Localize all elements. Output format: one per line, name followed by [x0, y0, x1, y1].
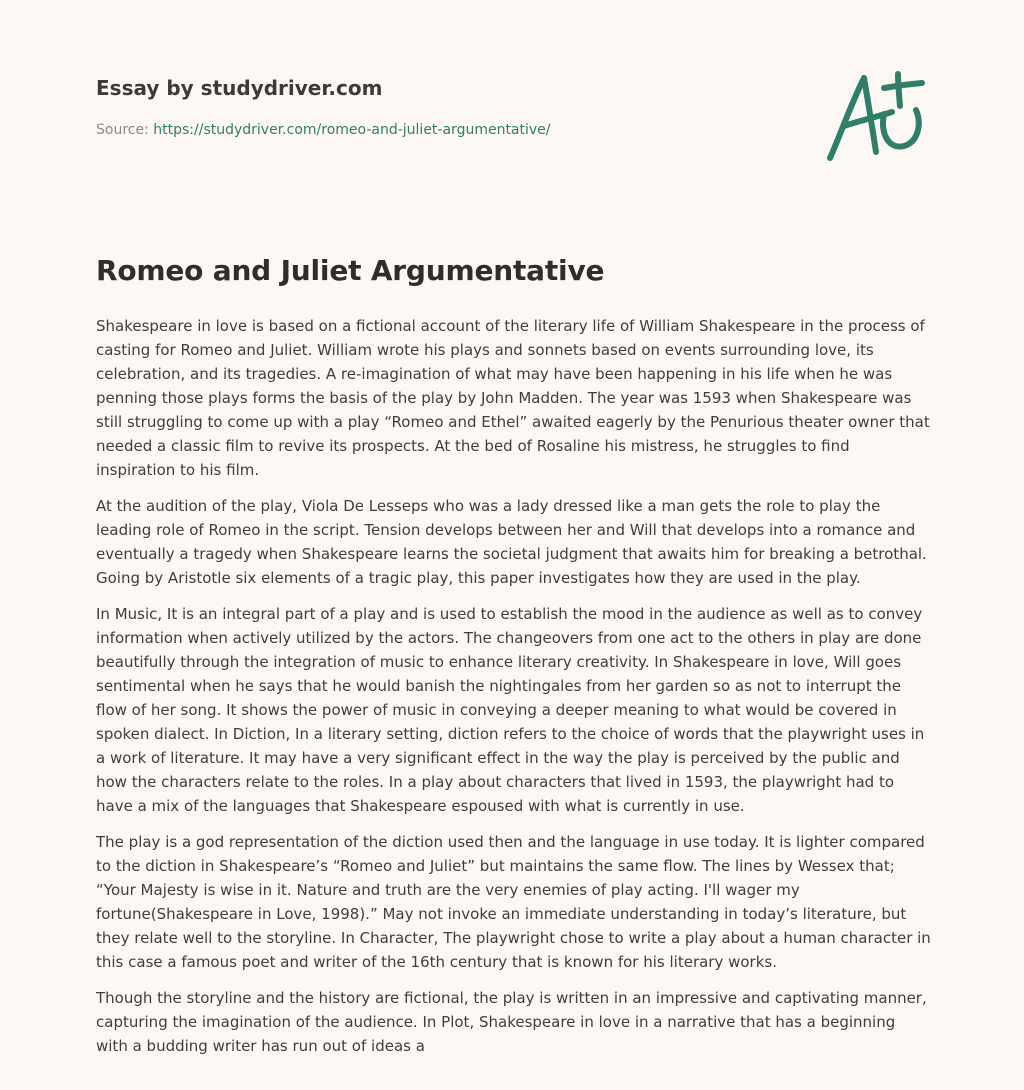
essay-paragraph: Though the storyline and the history are fictional, the play is written in an impressive and captivating manner, capturing the imagination of the audience. In Plot, Shakespeare in love in a narrative that has a beginning with a budding writer has run out of ideas a — [96, 989, 927, 1055]
essay-title: Romeo and Juliet Argumentative — [96, 254, 605, 287]
essay-header — [96, 76, 551, 138]
a-plus-logo-icon — [822, 66, 932, 166]
essay-paragraph: Shakespeare in love is based on a fictional account of the literary life of William Shakespeare in the process of casting for Romeo and Juliet. William wrote his plays and sonnets based on events surrounding love, its celebration, and its tragedies. A re-imagination of what may have been happening in his life when he was penning those plays forms the basis of the play by John Madden. The year was 1593 when Shakespeare was still struggling to come up with a play “Romeo and Ethel” awaited eagerly by the Penurious theater owner that needed a classic film to revive its prospects. At the bed of Rosaline his mistress, he struggles to find inspiration to his film. — [96, 317, 930, 479]
essay-by-label: Essay by studydriver.com — [96, 76, 383, 100]
essay-paragraph: In Music, It is an integral part of a play and is used to establish the mood in the audience as well as to convey information when actively utilized by the actors. The changeovers from one act to the others in play are done beautifully through the integration of music to enhance literary creativity. In Shakespeare in love, Will goes sentimental when he says that he would banish the nightingales from her garden so as not to interrupt the flow of her song. It shows the power of music in conveying a deeper meaning to what would be covered in spoken dialect. In Diction, In a literary setting, diction refers to the choice of words that the playwright uses in a work of literature. It may have a very significant effect in the way the play is perceived by the public and how the characters relate to the roles. In a play about characters that lived in 1593, the playwright had to have a mix of the languages that Shakespeare espoused with what is currently in use. — [96, 605, 925, 815]
essay-paragraph: The play is a god representation of the diction used then and the language in use today. It is lighter compared to the diction in Shakespeare’s “Romeo and Juliet” but maintains the same flow. The lines by Wessex that; “Your Majesty is wise in it. Nature and truth are the very enemies of play acting. I'll wager my fortune(Shakespeare in Love, 1998).” May not invoke an immediate understanding in today’s literature, but they relate well to the storyline. In Character, The playwright chose to write a play about a human character in this case a famous poet and writer of the 16th century that is known for his literary works. — [96, 833, 931, 971]
source-label: Source: — [96, 122, 149, 138]
source-line — [96, 122, 551, 138]
source-link[interactable]: https://studydriver.com/romeo-and-juliet-argumentative/ — [153, 122, 551, 138]
essay-body — [96, 314, 931, 1070]
essay-paragraph: At the audition of the play, Viola De Lesseps who was a lady dressed like a man gets the role to play the leading role of Romeo in the script. Tension develops between her and Will that develops into a romance and eventually a tragedy when Shakespeare learns the societal judgment that awaits him for breaking a betrothal. Going by Aristotle six elements of a tragic play, this paper investigates how they are used in the play. — [96, 497, 927, 587]
